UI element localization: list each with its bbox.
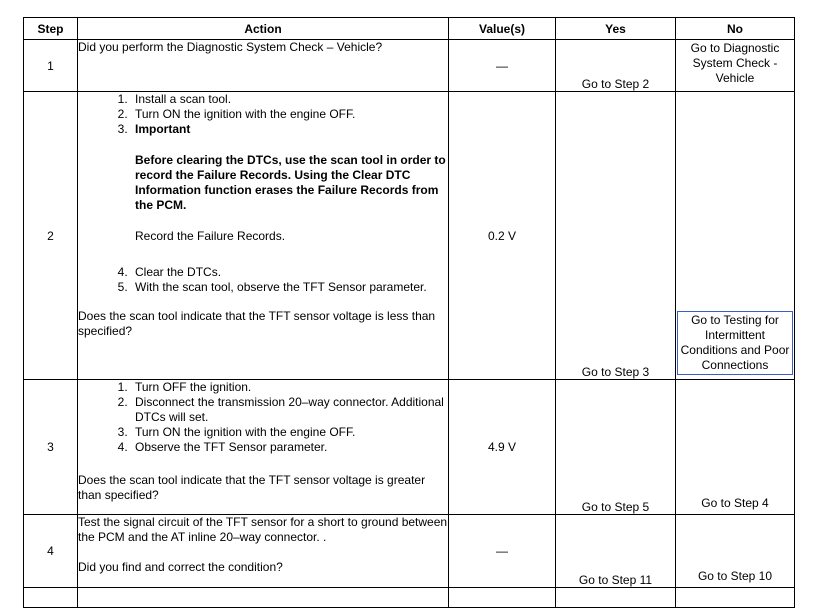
no-link[interactable]: Go to Step 4 [701,496,769,510]
header-yes: Yes [556,18,676,40]
header-no: No [676,18,795,40]
diagnostic-table [23,17,795,608]
list-item: 2. Turn ON the ignition with the engine OFF. [131,107,448,122]
table-row [24,40,795,92]
list-item: 3. Turn ON the ignition with the engine OFF. [131,425,448,440]
yes-cell: Go to Step 5 [556,380,676,515]
yes-cell: Go to Step 3 [556,92,676,380]
action-cell [78,588,449,608]
step-list [78,265,448,295]
step-number: 4 [24,515,78,588]
table-row [24,380,795,515]
list-item: 4. Observe the TFT Sensor parameter. [131,440,448,455]
header-action: Action [78,18,449,40]
step-number: 1 [24,40,78,92]
action-cell [78,40,449,92]
list-item: 5. With the scan tool, observe the TFT Sensor parameter. [131,280,448,295]
question: Did you perform the Diagnostic System Check – Vehicle? [78,40,383,54]
step-number: 2 [24,92,78,380]
header-step: Step [24,18,78,40]
yes-cell [556,588,676,608]
table-row [24,515,795,588]
no-cell [676,588,795,608]
step-list [78,380,448,455]
no-link[interactable]: Go to Diagnostic System Check - Vehicle [690,41,780,85]
question: Did you find and correct the condition? [78,560,283,574]
value-cell: — [449,515,556,588]
instruction: Test the signal circuit of the TFT sensor for a short to ground between the PCM and the AT inline 20–way connector. . [78,515,448,544]
step-list [78,92,448,244]
header-row [24,18,795,40]
value-cell: 0.2 V [449,92,556,380]
question: Does the scan tool indicate that the TFT sensor voltage is greater than specified? [78,473,426,502]
important-text: Before clearing the DTCs, use the scan tool in order to record the Failure Records. Using the Clear DTC Information function erases the Failure Records from the PCM. [135,153,446,212]
no-link[interactable]: Go to Testing for Intermittent Conditions and Poor Connections [677,311,793,375]
list-item: 4. Clear the DTCs. [131,265,448,280]
header-value: Value(s) [449,18,556,40]
no-cell [676,380,795,515]
no-cell [676,92,795,380]
important-heading: Important [135,122,191,136]
step-number [24,588,78,608]
question: Does the scan tool indicate that the TFT sensor voltage is less than specified? [78,309,436,338]
action-cell [78,515,449,588]
yes-cell: Go to Step 2 [556,40,676,92]
table-row [24,92,795,380]
no-link[interactable]: Go to Step 10 [697,569,773,583]
action-cell [78,380,449,515]
note-text: Record the Failure Records. [135,229,286,243]
no-cell [676,515,795,588]
action-cell [78,92,449,380]
no-cell [676,40,795,92]
list-item: 1. Turn OFF the ignition. [131,380,448,395]
list-item [131,122,448,244]
value-cell: — [449,40,556,92]
yes-cell: Go to Step 11 [556,515,676,588]
value-cell: 4.9 V [449,380,556,515]
table-row [24,588,795,608]
step-number: 3 [24,380,78,515]
list-item: 2. Disconnect the transmission 20–way connector. Additional DTCs will set. [131,395,448,425]
list-item: 1. Install a scan tool. [131,92,448,107]
value-cell [449,588,556,608]
